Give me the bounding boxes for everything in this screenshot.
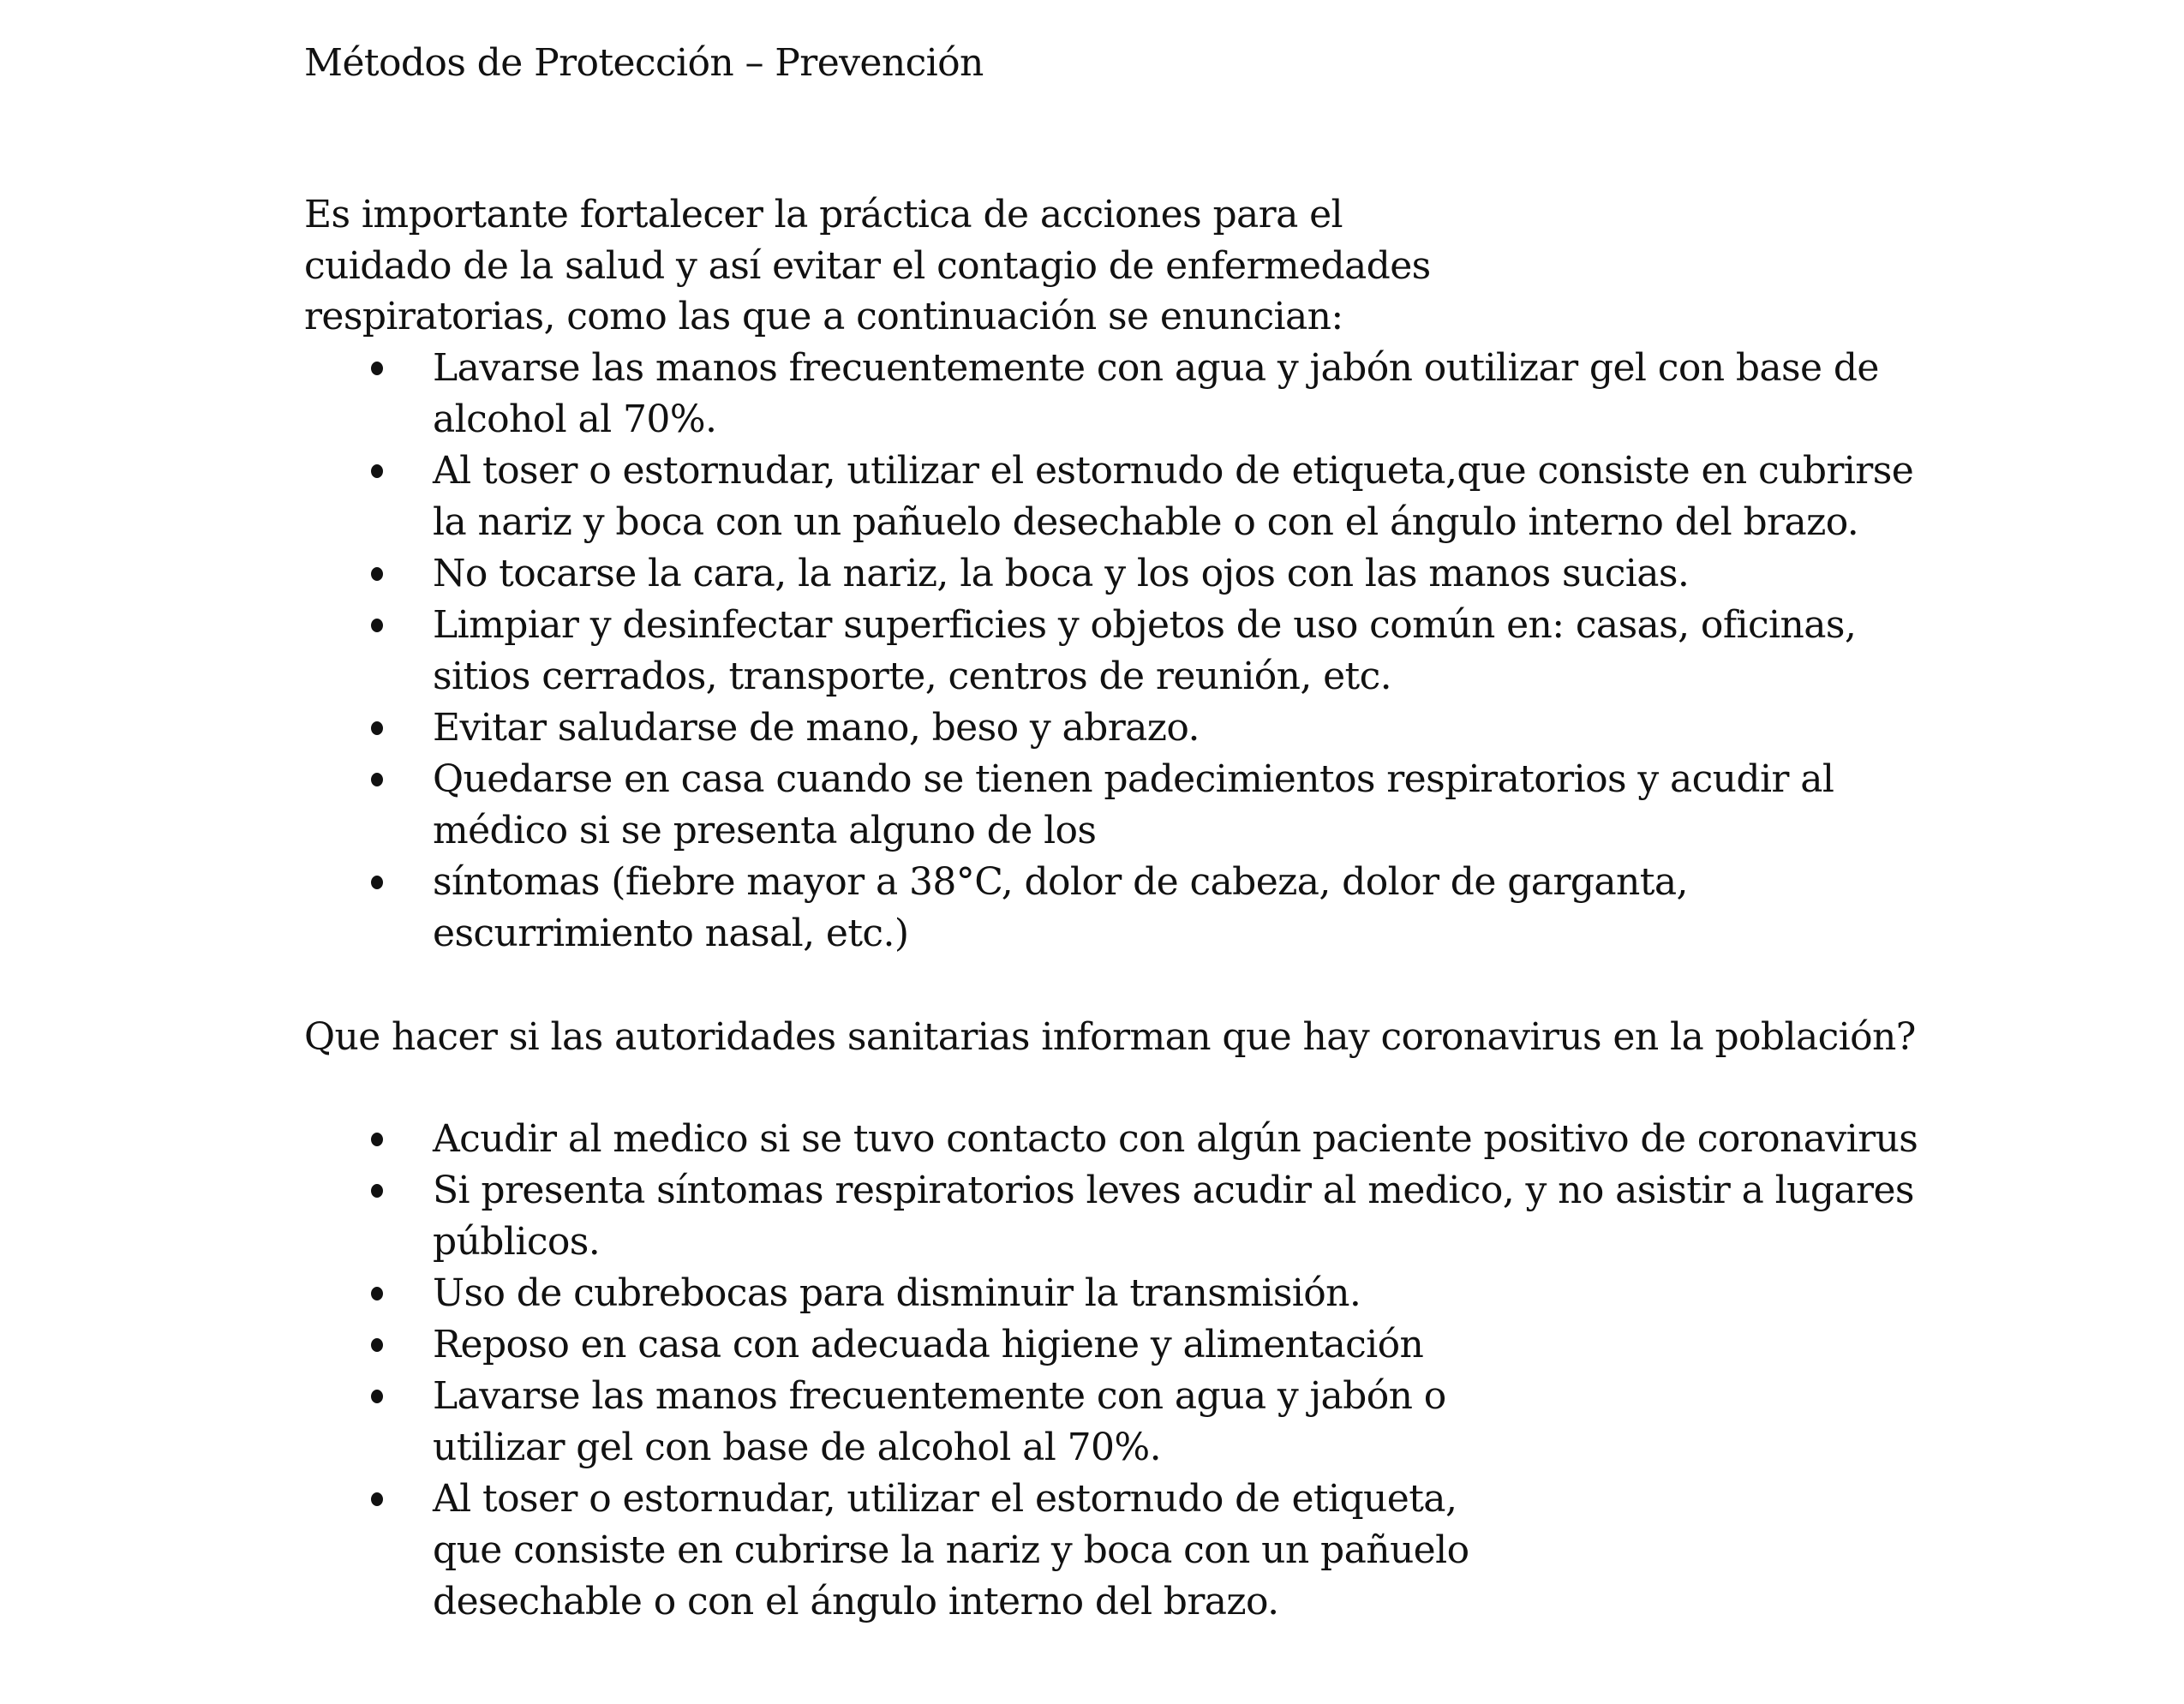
list-item-text: Evitar saludarse de mano, beso y abrazo. [433,706,1200,750]
bullet-icon [371,1338,383,1352]
list-item [304,1114,1918,1165]
list-item [304,343,1913,445]
document-title: Métodos de Protección – Prevención [304,41,984,85]
list-item-text: Quedarse en casa cuando se tienen padecimientos respiratorios y acudir al [433,757,1834,801]
intro-line: cuidado de la salud y así evitar el contagio de enfermedades [304,243,1431,288]
list-item-text: Al toser o estornudar, utilizar el estornudo de etiqueta,que consiste en cubrirse [433,449,1914,493]
list-item-text: utilizar gel con base de alcohol al 70%. [433,1426,1161,1469]
list-item-text: Si presenta síntomas respiratorios leves acudir al medico, y no asistir a lugares [433,1169,1914,1212]
list-item [304,1268,1918,1319]
list-item-text: Al toser o estornudar, utilizar el estornudo de etiqueta, [433,1477,1457,1521]
list-item-text: Acudir al medico si se tuvo contacto con algún paciente positivo de coronavirus [433,1117,1918,1161]
bullet-icon [371,362,383,375]
list-item [304,548,1913,600]
list-item-text: escurrimiento nasal, etc.) [433,912,909,955]
list-item-text: Limpiar y desinfectar superficies y objetos de uso común en: casas, oficinas, [433,603,1857,647]
list-item-text: la nariz y boca con un pañuelo desechable o con el ángulo interno del brazo. [433,500,1859,544]
intro-line: respiratorias, como las que a continuación se enuncian: [304,295,1343,338]
bullet-icon [371,773,383,786]
bullet-icon [371,464,383,478]
list-item-text: sitios cerrados, transporte, centros de reunión, etc. [433,655,1392,698]
section-question: Que hacer si las autoridades sanitarias informan que hay coronavirus en la población? [304,1015,1916,1059]
list-item [304,857,1913,960]
bullet-icon [371,1390,383,1403]
list-item-text: públicos. [433,1220,601,1264]
bullet-icon [371,876,383,889]
list-item [304,1165,1918,1268]
prevention-list [304,343,1913,960]
list-item [304,1319,1918,1371]
list-item-text: síntomas (fiebre mayor a 38°C, dolor de cabeza, dolor de garganta, [433,860,1688,904]
intro-line: Es importante fortalecer la práctica de acciones para el [304,193,1343,236]
list-item-text: Lavarse las manos frecuentemente con agua y jabón o [433,1374,1446,1418]
list-item [304,1371,1918,1474]
bullet-icon [371,1133,383,1146]
list-item [304,1474,1918,1628]
list-item-text: alcohol al 70%. [433,398,717,441]
list-item [304,754,1913,857]
list-item-text: desechable o con el ángulo interno del brazo. [433,1580,1279,1623]
bullet-icon [371,1492,383,1506]
bullet-icon [371,567,383,581]
bullet-icon [371,619,383,632]
bullet-icon [371,1184,383,1198]
list-item [304,445,1913,548]
intro-paragraph [304,189,1431,343]
list-item-text: No tocarse la cara, la nariz, la boca y los ojos con las manos sucias. [433,552,1690,595]
list-item [304,600,1913,703]
list-item-text: que consiste en cubrirse la nariz y boca con un pañuelo [433,1528,1469,1572]
list-item [304,703,1913,754]
list-item-text: médico si se presenta alguno de los [433,809,1097,852]
list-item-text: Lavarse las manos frecuentemente con agua y jabón outilizar gel con base de [433,346,1879,390]
action-list [304,1114,1918,1628]
list-item-text: Reposo en casa con adecuada higiene y alimentación [433,1323,1424,1366]
bullet-icon [371,721,383,735]
bullet-icon [371,1287,383,1300]
list-item-text: Uso de cubrebocas para disminuir la transmisión. [433,1271,1361,1315]
